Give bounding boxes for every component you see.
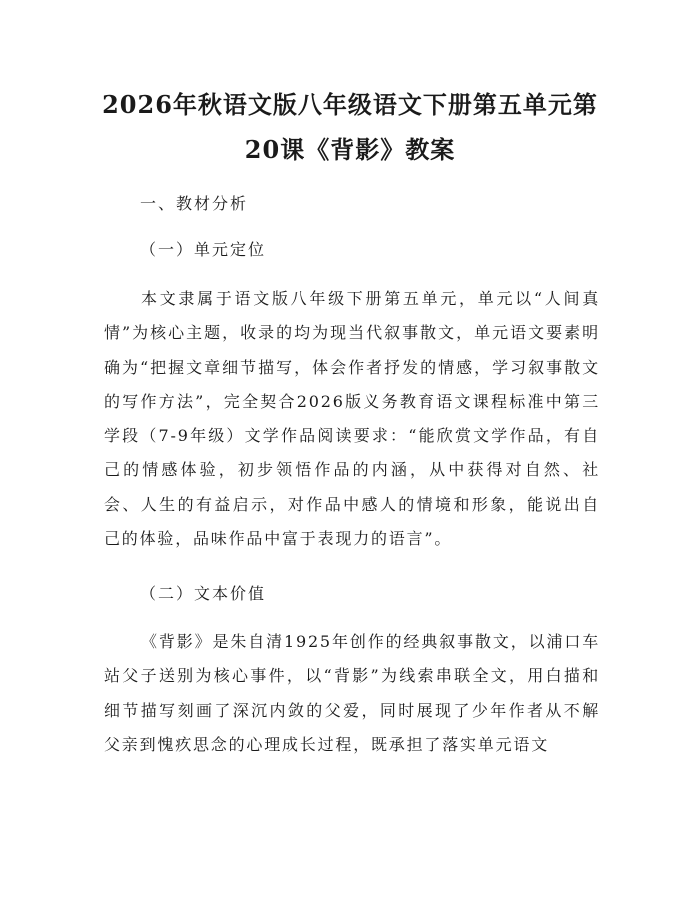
- subsection-heading-text-value: （二）文本价值: [140, 584, 267, 603]
- document-title-line-1: 2026年秋语文版八年级语文下册第五单元第: [102, 90, 598, 119]
- subsection-heading-unit-positioning: （一）单元定位: [140, 240, 267, 259]
- section-heading-textbook-analysis: 一、教材分析: [140, 194, 249, 213]
- paragraph-text-value: 《背影》是朱自清1925年创作的经典叙事散文，以浦口车站父子送别为核心事件，以“背影”为线索串联全文，用白描和细节描写刻画了深沉内敛的父爱，同时展现了少年作者从不解父亲到愧疚思念的心理成长过程，既承担了落实单元语文: [104, 632, 600, 754]
- document-title-line-2: 20课《背影》教案: [244, 135, 456, 164]
- paragraph-unit-positioning: 本文隶属于语文版八年级下册第五单元，单元以“人间真情”为核心主题，收录的均为现当代叙事散文，单元语文要素明确为“把握文章细节描写，体会作者抒发的情感，学习叙事散文的写作方法”，完全契合2026版义务教育语文课程标准中第三学段（7-9年级）文学作品阅读要求：“能欣赏文学作品，有自己的情感体验，初步领悟作品的内涵，从中获得对自然、社会、人生的有益启示，对作品中感人的情境和形象，能说出自己的体验，品味作品中富于表现力的语言”。: [104, 289, 600, 549]
